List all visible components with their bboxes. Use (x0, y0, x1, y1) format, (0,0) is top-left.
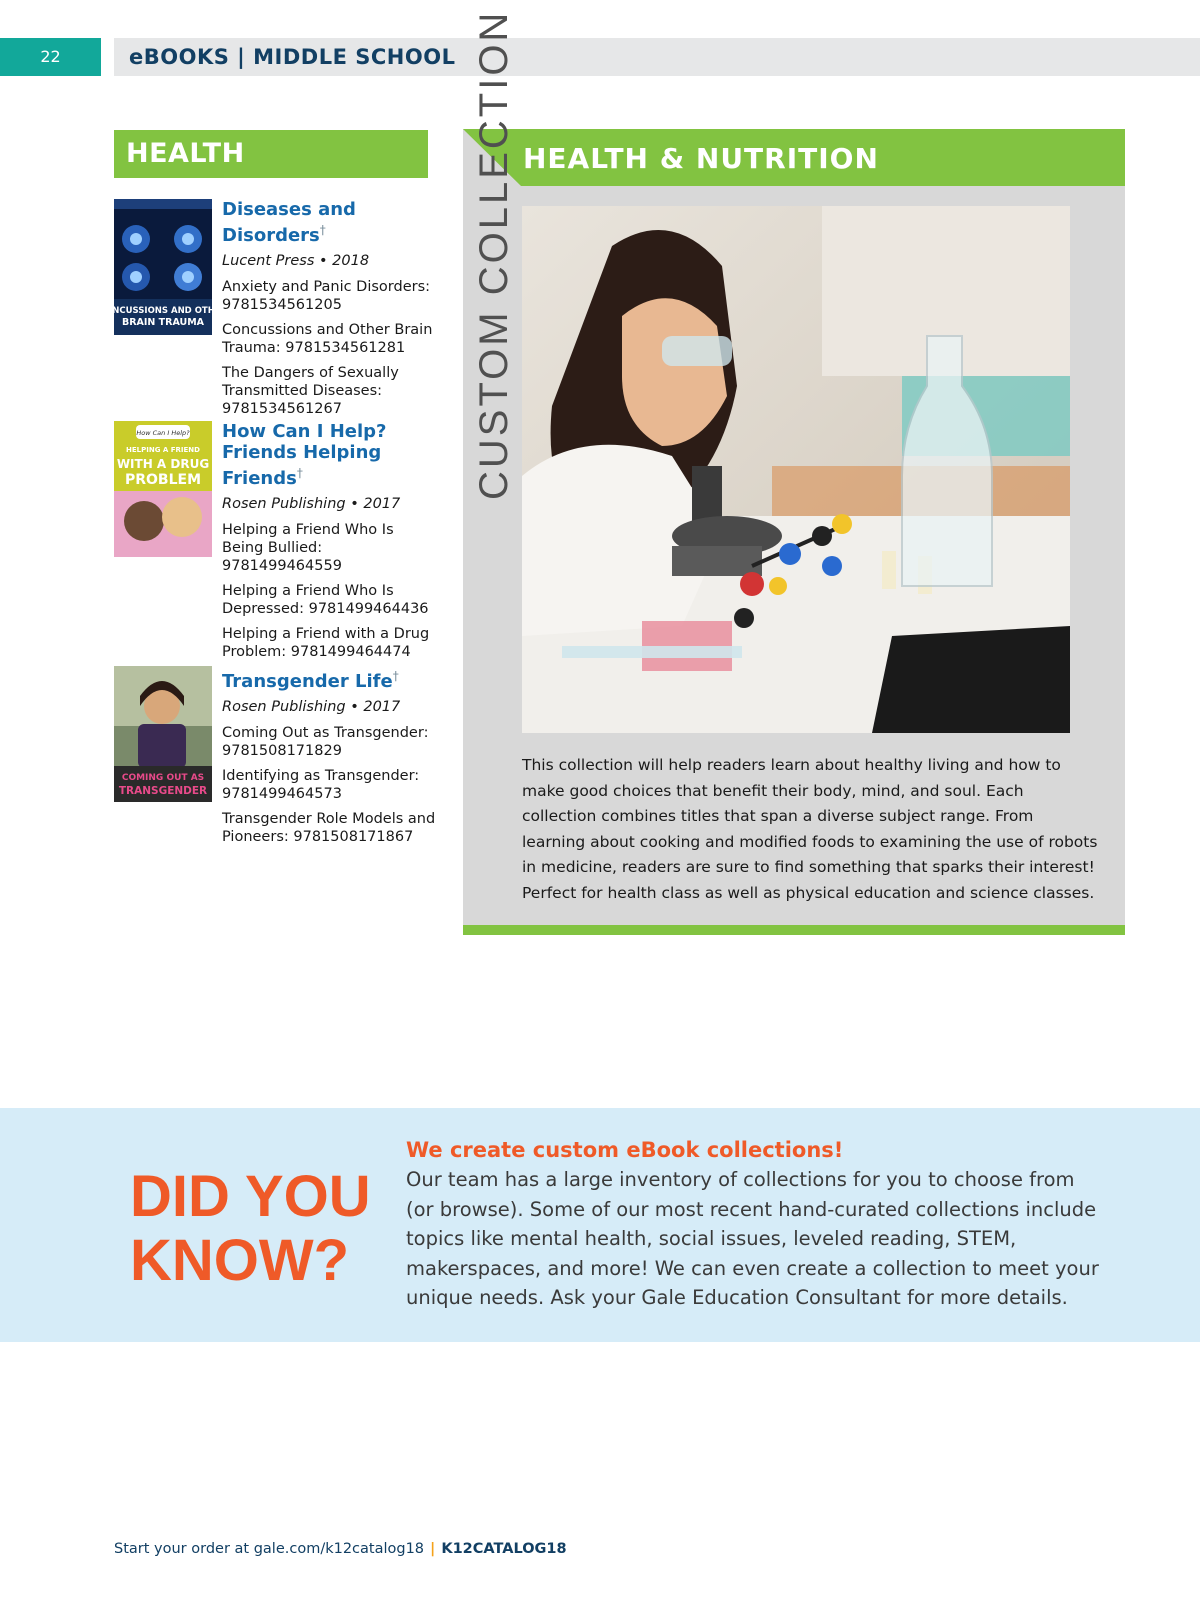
did-you-know-title: DID YOU KNOW? (130, 1164, 371, 1293)
book-title[interactable]: How Can I Help? Friends Helping Friends† (222, 421, 387, 489)
book-cover-transgender[interactable] (114, 666, 212, 802)
footer (114, 1541, 567, 1557)
book-cover-drug-problem[interactable] (114, 421, 212, 557)
cover-text: PROBLEM (124, 472, 202, 488)
list-item: Identifying as Transgender: 9781499464573 (222, 768, 420, 802)
list-item: Concussions and Other Brain Trauma: 9781534561281 (222, 322, 433, 356)
book-publisher: Rosen Publishing • 2017 (222, 699, 401, 715)
collection-description: This collection will help readers learn about healthy living and how to make good choices that benefit their body, mind, and soul. Each collection combines titles that span a diverse subject range. From learning about cooking and modified foods to examining the use of robots in medicine, readers are sure to find something that sparks their interest! Perfect for health class as well as physical education and science classes. (522, 756, 1098, 902)
book-cover-concussions[interactable] (98, 199, 228, 335)
footer-order-link[interactable]: Start your order at gale.com/k12catalog18 (114, 1541, 425, 1557)
health-heading: HEALTH (114, 130, 428, 178)
list-item: Anxiety and Panic Disorders: 9781534561205 (222, 279, 431, 313)
cover-text: TRANSGENDER (118, 785, 208, 797)
cover-text: How Can I Help? (136, 429, 190, 437)
custom-collection-label: CUSTOM COLLECTION (472, 9, 516, 500)
collection-photo (522, 206, 1070, 733)
book-title[interactable]: Transgender Life† (222, 669, 399, 692)
panel-bottom-rule (463, 925, 1125, 935)
did-you-know-heading: We create custom eBook collections! (406, 1138, 844, 1162)
cover-text: COMING OUT AS (121, 773, 205, 783)
cover-text: CONCUSSIONS AND OTHER (98, 306, 228, 316)
footer-separator: | (430, 1541, 436, 1557)
cover-text: BRAIN TRAUMA (121, 317, 205, 328)
book-publisher: Rosen Publishing • 2017 (222, 496, 401, 512)
list-item: Helping a Friend Who Is Depressed: 9781499464436 (222, 583, 429, 617)
cover-text: HELPING A FRIEND (126, 446, 200, 454)
list-item: Helping a Friend with a Drug Problem: 9781499464474 (222, 626, 430, 660)
cover-text: WITH A DRUG (116, 457, 210, 471)
list-item: Coming Out as Transgender: 9781508171829 (222, 725, 429, 759)
list-item: Transgender Role Models and Pioneers: 9781508171867 (222, 811, 436, 845)
collection-title: HEALTH & NUTRITION (523, 142, 879, 175)
book-title[interactable]: Diseases and Disorders† (222, 199, 356, 246)
list-item: The Dangers of Sexually Transmitted Diseases: 9781534561267 (222, 365, 399, 417)
book-publisher: Lucent Press • 2018 (222, 253, 370, 269)
section-title: eBOOKS | MIDDLE SCHOOL (129, 45, 456, 69)
did-you-know-body: Our team has a large inventory of collections for you to choose from (or browse). Some of our most recent hand-curated collections include topics like mental health, social issues, leveled reading, STEM, makerspaces, and more! We can even create a collection to meet your unique needs. Ask your Gale Education Consultant for more details. (406, 1168, 1099, 1310)
footer-catalog-code: K12CATALOG18 (441, 1541, 567, 1557)
page-number: 22 (0, 38, 101, 76)
list-item: Helping a Friend Who Is Being Bullied: 9781499464559 (222, 522, 394, 574)
